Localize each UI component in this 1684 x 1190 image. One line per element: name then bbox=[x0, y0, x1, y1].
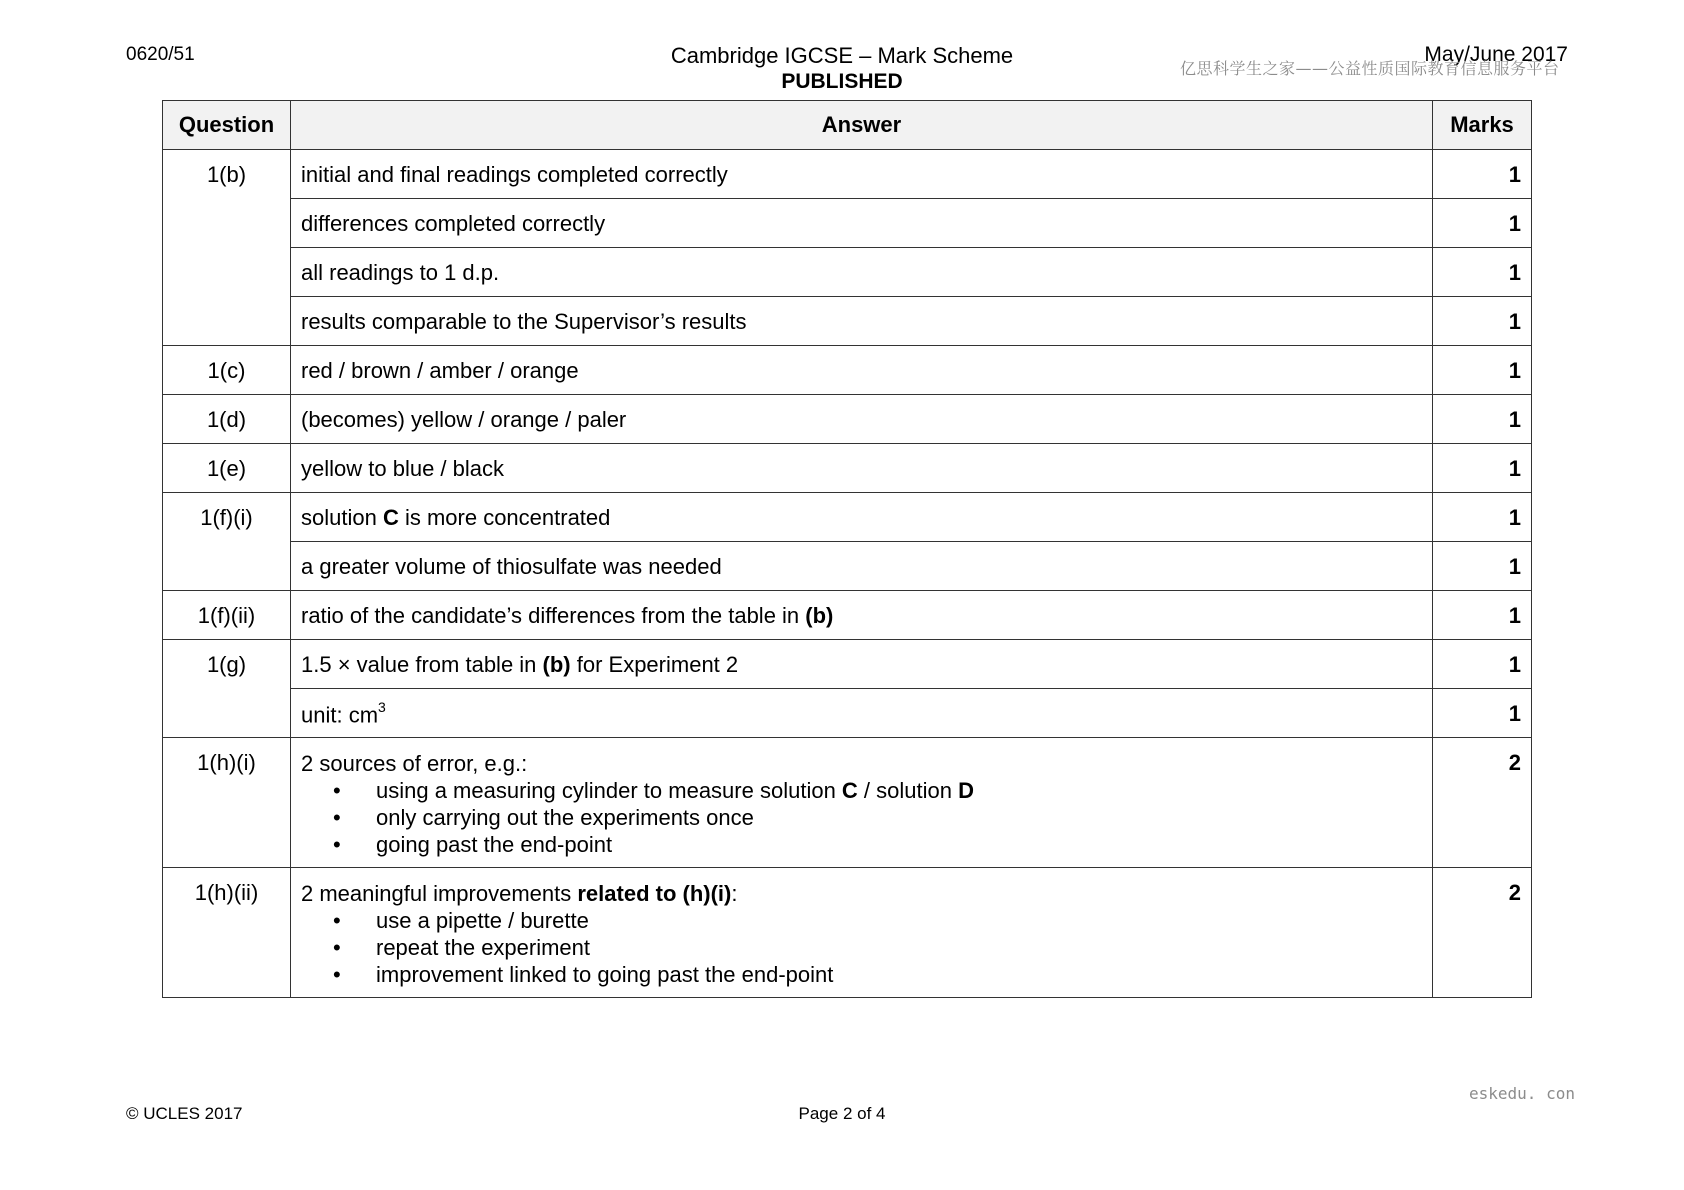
list-item: • use a pipette / burette bbox=[376, 907, 1422, 934]
site-watermark: eskedu. con bbox=[1469, 1084, 1575, 1103]
marks-value: 2 bbox=[1433, 868, 1532, 998]
answer-text-part: 2 meaningful improvements bbox=[301, 881, 578, 906]
list-item: • improvement linked to going past the end-point bbox=[376, 961, 1422, 988]
answer-text: differences completed correctly bbox=[291, 199, 1433, 248]
list-item: • only carrying out the experiments once bbox=[376, 804, 1422, 831]
question-number: 1(d) bbox=[163, 395, 291, 444]
question-number: 1(f)(i) bbox=[163, 493, 291, 591]
mark-scheme-table bbox=[162, 100, 1532, 998]
answer-text bbox=[291, 868, 1433, 998]
marks-value: 1 bbox=[1433, 297, 1532, 346]
marks-value: 1 bbox=[1433, 444, 1532, 493]
marks-value: 1 bbox=[1433, 395, 1532, 444]
answer-text bbox=[291, 738, 1433, 868]
table-row bbox=[163, 248, 1532, 297]
watermark-text: 亿思科学生之家——公益性质国际教育信息服务平台 bbox=[1180, 59, 1560, 78]
list-item: • going past the end-point bbox=[376, 831, 1422, 858]
publication-status: PUBLISHED bbox=[781, 70, 903, 93]
table-header-row bbox=[163, 101, 1532, 150]
table-row bbox=[163, 150, 1532, 199]
answer-text bbox=[291, 591, 1433, 640]
document-title: Cambridge IGCSE – Mark Scheme bbox=[670, 43, 1014, 68]
list-item: • repeat the experiment bbox=[376, 934, 1422, 961]
copyright-notice: © UCLES 2017 bbox=[126, 1104, 243, 1123]
table-row bbox=[163, 868, 1532, 998]
table-row bbox=[163, 297, 1532, 346]
table-row bbox=[163, 640, 1532, 689]
column-header-answer: Answer bbox=[291, 101, 1433, 150]
list-item bbox=[376, 777, 1422, 804]
answer-lead bbox=[301, 880, 1422, 907]
answer-lead: 2 sources of error, e.g.: bbox=[301, 751, 528, 776]
question-number: 1(b) bbox=[163, 150, 291, 346]
table-row bbox=[163, 591, 1532, 640]
answer-bullet-list bbox=[301, 777, 1422, 858]
column-header-question: Question bbox=[163, 101, 291, 150]
table-row bbox=[163, 689, 1532, 738]
answer-text-part: is more concentrated bbox=[398, 505, 611, 530]
bullet-text: using a measuring cylinder to measure solution bbox=[376, 778, 842, 803]
answer-bold-term: related to (h)(i) bbox=[577, 881, 732, 906]
answer-text: red / brown / amber / orange bbox=[291, 346, 1433, 395]
marks-value: 1 bbox=[1433, 493, 1532, 542]
marks-value: 1 bbox=[1433, 150, 1532, 199]
answer-text: initial and final readings completed correctly bbox=[291, 150, 1433, 199]
answer-text-part: ratio of the candidate’s differences from the table in bbox=[301, 603, 806, 628]
table-row bbox=[163, 346, 1532, 395]
answer-text bbox=[291, 493, 1433, 542]
question-number: 1(h)(i) bbox=[163, 738, 291, 868]
answer-text: results comparable to the Supervisor’s results bbox=[291, 297, 1433, 346]
marks-value: 1 bbox=[1433, 640, 1532, 689]
marks-value: 1 bbox=[1433, 591, 1532, 640]
answer-text: all readings to 1 d.p. bbox=[291, 248, 1433, 297]
question-number: 1(c) bbox=[163, 346, 291, 395]
marks-value: 1 bbox=[1433, 542, 1532, 591]
table-row bbox=[163, 738, 1532, 868]
exam-session: May/June 2017 bbox=[1424, 43, 1568, 66]
answer-bold-term: D bbox=[958, 778, 974, 803]
table-row bbox=[163, 199, 1532, 248]
answer-text bbox=[291, 689, 1433, 738]
table-row bbox=[163, 493, 1532, 542]
question-number: 1(g) bbox=[163, 640, 291, 738]
answer-text-part: for Experiment 2 bbox=[570, 652, 739, 677]
column-header-marks: Marks bbox=[1433, 101, 1532, 150]
marks-value: 1 bbox=[1433, 199, 1532, 248]
marks-value: 1 bbox=[1433, 248, 1532, 297]
answer-text-part: solution bbox=[301, 505, 383, 530]
answer-text: a greater volume of thiosulfate was needed bbox=[291, 542, 1433, 591]
page-number: Page 2 of 4 bbox=[798, 1104, 886, 1123]
paper-code: 0620/51 bbox=[126, 44, 195, 65]
answer-text-part: unit: cm bbox=[301, 702, 379, 728]
marks-value: 1 bbox=[1433, 689, 1532, 738]
answer-text-part: 1.5 × value from table in bbox=[301, 652, 543, 677]
answer-text bbox=[291, 640, 1433, 689]
question-number: 1(f)(ii) bbox=[163, 591, 291, 640]
answer-text-part: : bbox=[731, 881, 738, 906]
question-number: 1(e) bbox=[163, 444, 291, 493]
table-row bbox=[163, 444, 1532, 493]
answer-text: (becomes) yellow / orange / paler bbox=[291, 395, 1433, 444]
answer-bold-term: (b) bbox=[542, 652, 571, 677]
answer-bold-term: (b) bbox=[805, 603, 834, 628]
answer-text: yellow to blue / black bbox=[291, 444, 1433, 493]
table-row bbox=[163, 395, 1532, 444]
unit-superscript: 3 bbox=[378, 699, 386, 715]
table-row bbox=[163, 542, 1532, 591]
answer-bold-term: C bbox=[382, 505, 399, 530]
bullet-text: / solution bbox=[857, 778, 959, 803]
marks-value: 2 bbox=[1433, 738, 1532, 868]
answer-bold-term: C bbox=[841, 778, 858, 803]
marks-value: 1 bbox=[1433, 346, 1532, 395]
question-number: 1(h)(ii) bbox=[163, 868, 291, 998]
answer-bullet-list bbox=[301, 907, 1422, 988]
